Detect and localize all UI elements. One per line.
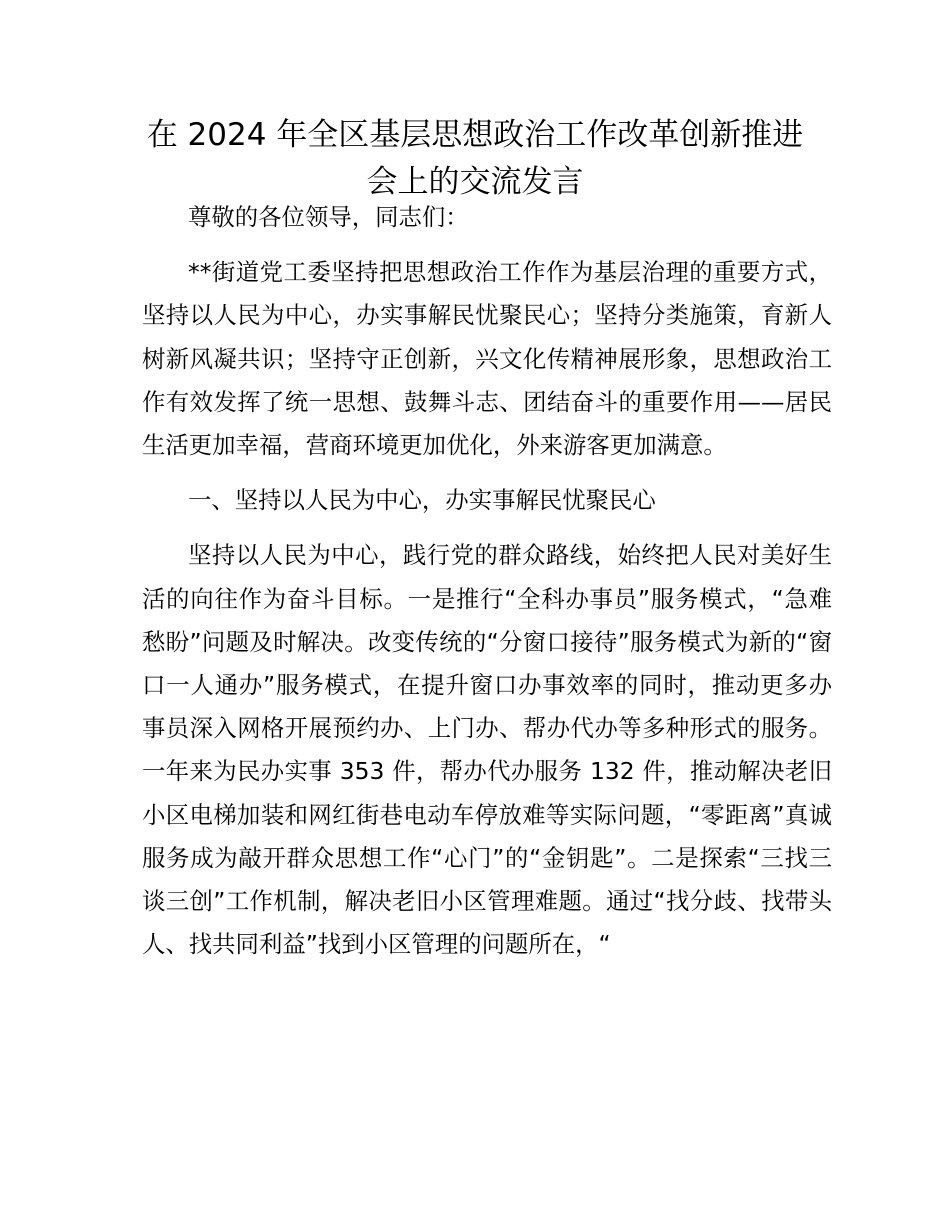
document-body — [142, 196, 832, 978]
document-title: 在 2024 年全区基层思想政治工作改革创新推进会上的交流发言 — [146, 117, 804, 200]
intro-paragraph: **街道党工委坚持把思想政治工作作为基层治理的重要方式，坚持以人民为中心，办实事解民忧聚民心；坚持分类施策，育新人树新风凝共识；坚持守正创新，兴文化传精神展形象，思想政治工作有效发挥了统一思想、鼓舞斗志、团结奋斗的重要作用——居民生活更加幸福，营商环境更加优化，外来游客更加满意。 — [142, 258, 832, 460]
section-paragraph: 坚持以人民为中心，践行党的群众路线，始终把人民对美好生活的向往作为奋斗目标。一是推行“全科办事员”服务模式，“急难愁盼”问题及时解决。改变传统的“分窗口接待”服务模式为新的“窗口一人通办”服务模式，在提升窗口办事效率的同时，推动更多办事员深入网格开展预约办、上门办、帮办代办等多种形式的服务。一年来为民办实事 353 件，帮办代办服务 132 件，推动解决老旧小区电梯加装和网红街巷电动车停放难等实际问题，“零距离”真诚服务成为敲开群众思想工作“心门”的“金钥匙”。二是探索“三找三谈三创”工作机制，解决老旧小区管理难题。通过“找分歧、找带头人、找共同利益”找到小区管理的问题所在，“ — [142, 541, 832, 959]
section-heading: 一、坚持以人民为中心，办实事解民忧聚民心 — [188, 486, 656, 515]
salutation-paragraph: 尊敬的各位领导，同志们： — [188, 203, 469, 231]
